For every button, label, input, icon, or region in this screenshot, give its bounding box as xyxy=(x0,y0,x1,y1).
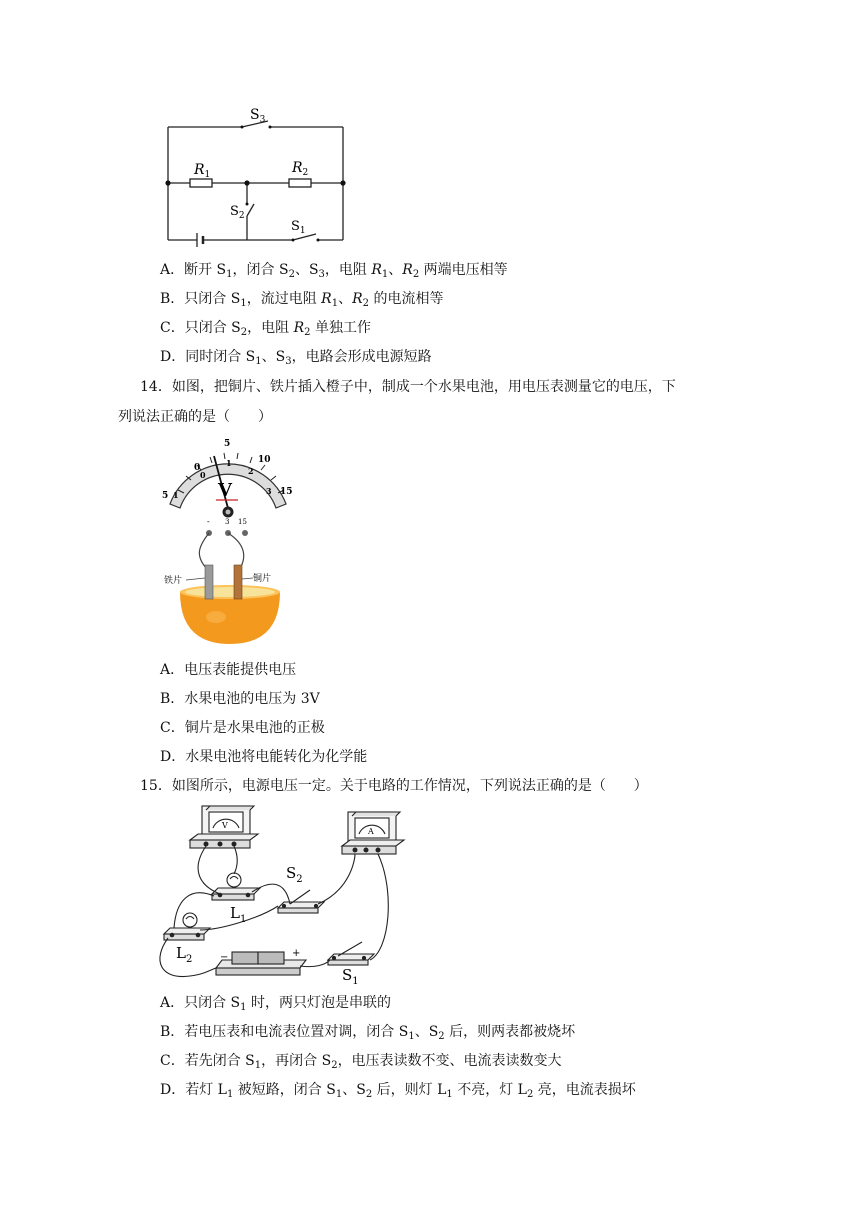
outer-scale-5: 5 xyxy=(224,439,231,449)
q15-option-c: C．若先闭合 $S_1$，再闭合 $S_2$，电压表读数不变、电流表读数变大 xyxy=(160,1053,562,1071)
q14-option-a: A．电压表能提供电压 xyxy=(160,662,297,678)
q14-fruit-battery-figure xyxy=(150,432,310,652)
svg-text:S2 xyxy=(230,204,245,221)
q13-circuit-diagram xyxy=(150,100,360,250)
copper-plate-label: 铜片 xyxy=(253,574,272,584)
s2-switch-label: S xyxy=(286,864,297,882)
q15-circuit-figure xyxy=(150,800,410,985)
s1-switch-sub: 1 xyxy=(352,976,359,985)
svg-text:R2 xyxy=(291,160,308,178)
s1-switch-label: S xyxy=(342,966,353,984)
s1-label: S xyxy=(291,219,300,234)
inner-scale-1: 1 xyxy=(226,458,232,468)
q13-option-c: C．只闭合 $S_2$，电阻 $R_2$ 单独工作 xyxy=(160,320,371,338)
s2-sub: 2 xyxy=(238,211,245,221)
q15-option-a: A．只闭合 $S_1$ 时，两只灯泡是串联的 xyxy=(160,995,391,1013)
l2-label: L xyxy=(176,944,186,962)
meter-symbol: V xyxy=(218,480,232,501)
r1-label: R xyxy=(194,162,205,178)
l2-sub: 2 xyxy=(185,954,193,965)
svg-text:L2 xyxy=(176,944,192,965)
inner-scale-2: 2 xyxy=(248,466,254,476)
q13-option-b: B．只闭合 $S_1$，流过电阻 $R_1$、$R_2$ 的电流相等 xyxy=(160,291,444,309)
q14-stem-line2: 列说法正确的是（ ） xyxy=(118,409,272,425)
q13-option-d: D．同时闭合 $S_1$、$S_3$，电路会形成电源短路 xyxy=(160,349,432,367)
q15-option-d: D．若灯 $L_1$ 被短路，闭合 $S_1$、$S_2$ 后，则灯 $L_1$ 不亮，灯 $L_2$ 亮，电流表损坏 xyxy=(160,1082,636,1100)
l1-sub: 1 xyxy=(239,914,247,925)
l1-label: L xyxy=(230,904,240,922)
svg-text:R1 xyxy=(193,162,210,180)
ammeter-symbol: A xyxy=(368,827,374,836)
s2-label: S xyxy=(230,204,239,219)
voltmeter-symbol: V xyxy=(222,821,228,830)
s2-switch-sub: 2 xyxy=(296,874,303,885)
r2-label: R xyxy=(292,160,303,176)
q13-option-a: A．断开 $S_1$，闭合 $S_2$、$S_3$，电阻 $R_1$、$R_2$ 两端电压相等 xyxy=(160,262,508,280)
q14-option-d: D．水果电池将电能转化为化学能 xyxy=(160,749,368,765)
svg-text:S3 xyxy=(250,107,266,125)
q15-option-b: B．若电压表和电流表位置对调，闭合 $S_1$、$S_2$ 后，则两表都被烧坏 xyxy=(160,1024,576,1042)
terminal-3: 3 xyxy=(225,518,230,526)
battery-plus: + xyxy=(292,948,301,959)
outer-scale-left: 5 xyxy=(162,491,169,501)
q14-stem-line1: 14．如图，把铜片、铁片插入橙子中，制成一个水果电池，用电压表测量它的电压，下 xyxy=(140,379,676,395)
q15-stem: 15．如图所示，电源电压一定。关于电路的工作情况，下列说法正确的是（ ） xyxy=(140,778,648,794)
q14-option-c: C．铜片是水果电池的正极 xyxy=(160,720,325,736)
r1-sub: 1 xyxy=(204,170,211,180)
r2-sub: 2 xyxy=(302,168,309,178)
terminal-minus: - xyxy=(207,517,210,526)
outer-scale-0: 0 xyxy=(194,463,201,473)
svg-text:L1 xyxy=(230,904,246,925)
s1-sub: 1 xyxy=(299,226,306,236)
s3-label: S xyxy=(250,107,260,123)
inner-scale-3: 3 xyxy=(266,486,272,496)
s3-sub: 3 xyxy=(259,115,266,125)
outer-scale-15: 15 xyxy=(280,487,293,497)
q14-option-b: B．水果电池的电压为 3V xyxy=(160,691,320,707)
svg-text:S1 xyxy=(291,219,306,236)
outer-scale-10: 10 xyxy=(258,455,271,465)
svg-text:S2 xyxy=(286,864,303,885)
svg-text:S1 xyxy=(342,966,359,985)
inner-scale-left: 1 xyxy=(173,490,179,500)
iron-plate-label: 铁片 xyxy=(164,576,183,586)
battery-minus: − xyxy=(220,952,229,963)
inner-scale-0: 0 xyxy=(200,470,206,480)
terminal-15: 15 xyxy=(238,518,247,526)
